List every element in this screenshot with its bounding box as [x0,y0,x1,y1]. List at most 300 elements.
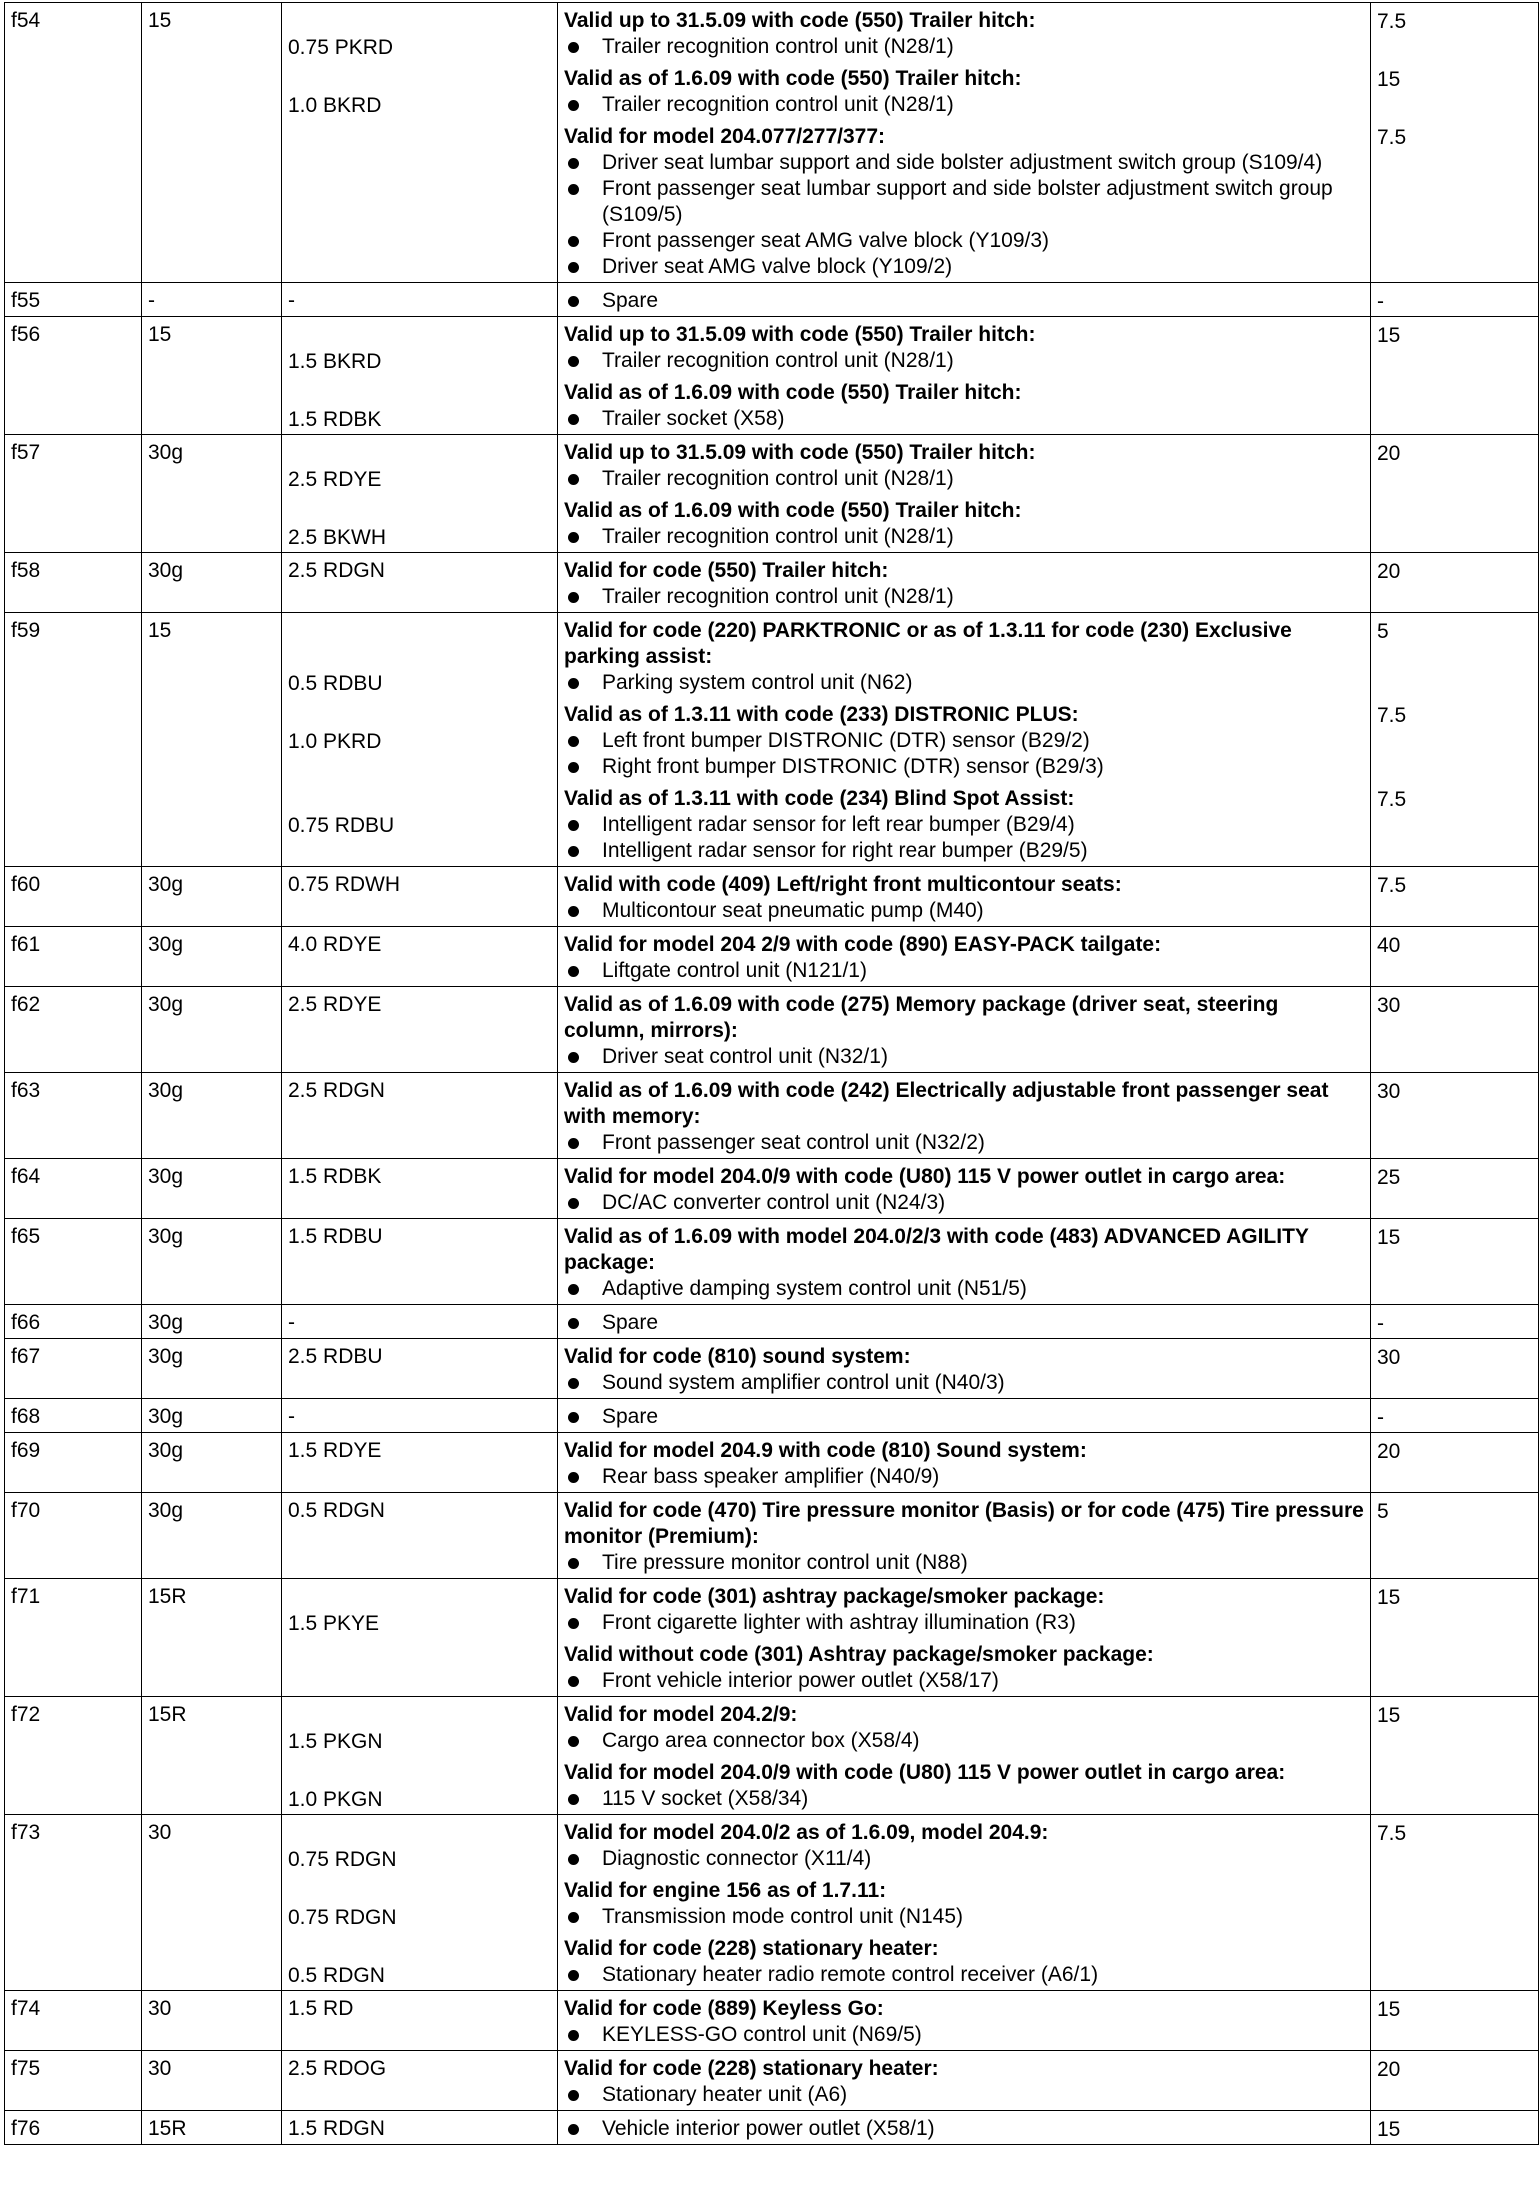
consumer-group [564,288,1364,314]
consumer-group [564,1078,1364,1156]
terminal-cell: 30g [142,1159,282,1219]
fuse-rating-cell: 40 [1371,927,1539,987]
consumer-item-label: Intelligent radar sensor for right rear bumper (B29/5) [602,839,1088,862]
wire-cell: 1.5 PKGN 1.0 PKGN [282,1697,558,1815]
bullet-icon [568,1412,579,1423]
fuse-number-cell: f72 [5,1697,142,1815]
consumer-item [564,34,1364,60]
consumer-item-label: Rear bass speaker amplifier (N40/9) [602,1465,940,1488]
fuse-number-cell: f74 [5,1991,142,2051]
consumer-item-label: Tire pressure monitor control unit (N88) [602,1551,968,1574]
consumer-item-label: Multicontour seat pneumatic pump (M40) [602,899,984,922]
terminal-cell: 30g [142,1073,282,1159]
terminal-cell: 30 [142,1815,282,1991]
fuse-number-cell: f64 [5,1159,142,1219]
consumer-group [564,498,1364,550]
consumer-group [564,1344,1364,1396]
fuse-number-cell: f69 [5,1433,142,1493]
fuse-rating-cell: 7.5 [1371,867,1539,927]
consumer-group [564,786,1364,864]
consumer-item [564,176,1364,228]
validity-condition: Valid for code (470) Tire pressure monitor (Basis) or for code (475) Tire pressure monitor (Premium): [564,1499,1364,1548]
table-row [5,1493,1539,1579]
consumer-group [564,66,1364,118]
bullet-icon [568,356,579,367]
consumer-item-label: Front passenger seat control unit (N32/2) [602,1131,985,1154]
validity-condition: Valid for model 204.0/9 with code (U80) 115 V power outlet in cargo area: [564,1761,1286,1784]
consumer-group [564,872,1364,924]
consumer-group [564,702,1364,780]
consumer-description-cell [558,2111,1371,2145]
wire-cell: 1.5 BKRD 1.5 RDBK [282,317,558,435]
terminal-cell: 15R [142,2111,282,2145]
consumer-item-label: Trailer recognition control unit (N28/1) [602,525,954,548]
consumer-group [564,1584,1364,1636]
consumer-item-label: Front passenger seat AMG valve block (Y109/3) [602,229,1050,252]
bullet-icon [568,1138,579,1149]
fuse-number-cell: f65 [5,1219,142,1305]
bullet-icon [568,414,579,425]
validity-condition: Valid for code (220) PARKTRONIC or as of 1.3.11 for code (230) Exclusive parking assist: [564,619,1292,668]
wire-cell: 1.5 RDYE [282,1433,558,1493]
fuse-rating-cell: - [1371,1305,1539,1339]
consumer-description-cell [558,1493,1371,1579]
validity-condition: Valid as of 1.6.09 with code (550) Trailer hitch: [564,381,1022,404]
consumer-group [564,1498,1364,1576]
consumer-item-label: Trailer recognition control unit (N28/1) [602,585,954,608]
consumer-description-cell [558,1433,1371,1493]
terminal-cell: - [142,283,282,317]
consumer-item [564,2082,1364,2108]
consumer-description-cell [558,1991,1371,2051]
validity-condition: Valid for engine 156 as of 1.7.11: [564,1879,887,1902]
table-row [5,927,1539,987]
consumer-description-cell [558,1339,1371,1399]
consumer-item-label: Diagnostic connector (X11/4) [602,1847,872,1870]
terminal-cell: 30g [142,987,282,1073]
consumer-item-label: Trailer socket (X58) [602,407,785,430]
terminal-cell: 15R [142,1579,282,1697]
validity-condition: Valid up to 31.5.09 with code (550) Trailer hitch: [564,441,1036,464]
table-row [5,1305,1539,1339]
consumer-item-label: Front vehicle interior power outlet (X58/17) [602,1669,999,1692]
wire-cell: 1.5 RDBK [282,1159,558,1219]
consumer-item [564,150,1364,176]
bullet-icon [568,846,579,857]
table-row [5,1339,1539,1399]
terminal-cell: 30g [142,553,282,613]
fuse-number-cell: f54 [5,3,142,283]
bullet-icon [568,1736,579,1747]
wire-cell: 2.5 RDBU [282,1339,558,1399]
wire-cell: 0.75 RDWH [282,867,558,927]
fuse-rating-cell: 15 [1371,1219,1539,1305]
consumer-description-cell [558,553,1371,613]
validity-condition: Valid for code (550) Trailer hitch: [564,559,889,582]
wire-cell: 2.5 RDGN [282,553,558,613]
validity-condition: Valid for model 204.9 with code (810) Sound system: [564,1439,1087,1462]
table-row [5,553,1539,613]
wire-cell: 2.5 RDGN [282,1073,558,1159]
terminal-cell: 30g [142,435,282,553]
fuse-rating-cell: 15 [1371,1579,1539,1697]
consumer-item [564,1130,1364,1156]
consumer-description-cell [558,2051,1371,2111]
consumer-item [564,1728,1364,1754]
consumer-item-label: Cargo area connector box (X58/4) [602,1729,920,1752]
terminal-cell: 15R [142,1697,282,1815]
consumer-group [564,932,1364,984]
validity-condition: Valid up to 31.5.09 with code (550) Trailer hitch: [564,9,1036,32]
consumer-item [564,728,1364,754]
consumer-group [564,1936,1364,1988]
consumer-group [564,1404,1364,1430]
table-row [5,1159,1539,1219]
bullet-icon [568,966,579,977]
consumer-item [564,2116,1364,2142]
terminal-cell: 15 [142,3,282,283]
fuse-number-cell: f76 [5,2111,142,2145]
wire-cell: 2.5 RDOG [282,2051,558,2111]
terminal-cell: 15 [142,317,282,435]
wire-cell: 2.5 RDYE [282,987,558,1073]
terminal-cell: 30g [142,1399,282,1433]
consumer-group [564,2056,1364,2108]
bullet-icon [568,820,579,831]
validity-condition: Valid as of 1.6.09 with code (550) Trailer hitch: [564,67,1022,90]
wire-cell: 4.0 RDYE [282,927,558,987]
bullet-icon [568,1198,579,1209]
consumer-item [564,1464,1364,1490]
fuse-number-cell: f73 [5,1815,142,1991]
fuse-number-cell: f63 [5,1073,142,1159]
consumer-item-label: Driver seat control unit (N32/1) [602,1045,888,1068]
validity-condition: Valid for code (810) sound system: [564,1345,911,1368]
consumer-item-label: Adaptive damping system control unit (N51/5) [602,1277,1027,1300]
wire-cell: - [282,283,558,317]
consumer-item-label: Front cigarette lighter with ashtray illumination (R3) [602,1611,1076,1634]
fuse-rating-cell: - [1371,1399,1539,1433]
bullet-icon [568,1284,579,1295]
bullet-icon [568,1052,579,1063]
fuse-number-cell: f62 [5,987,142,1073]
bullet-icon [568,1378,579,1389]
table-row [5,317,1539,435]
consumer-item-label: Transmission mode control unit (N145) [602,1905,964,1928]
consumer-item [564,812,1364,838]
consumer-item-label: Front passenger seat lumbar support and side bolster adjustment switch group (S109/5) [602,177,1333,226]
wire-cell: - [282,1305,558,1339]
table-row [5,1399,1539,1433]
terminal-cell: 30g [142,867,282,927]
terminal-cell: 30g [142,1305,282,1339]
fuse-rating-cell: 5 [1371,1493,1539,1579]
table-row [5,3,1539,283]
consumer-group [564,8,1364,60]
bullet-icon [568,1676,579,1687]
consumer-item [564,2022,1364,2048]
consumer-item [564,1962,1364,1988]
consumer-item [564,1276,1364,1302]
fuse-rating-cell: 5 7.5 7.5 [1371,613,1539,867]
fuse-number-cell: f55 [5,283,142,317]
consumer-item-label: Trailer recognition control unit (N28/1) [602,349,954,372]
fuse-rating-cell: 30 [1371,1073,1539,1159]
consumer-item-label: Parking system control unit (N62) [602,671,913,694]
consumer-item-label: Vehicle interior power outlet (X58/1) [602,2117,935,2140]
fuse-rating-cell: 30 [1371,987,1539,1073]
consumer-description-cell [558,283,1371,317]
fuse-number-cell: f61 [5,927,142,987]
wire-cell: 1.5 RDBU [282,1219,558,1305]
fuse-number-cell: f58 [5,553,142,613]
wire-cell: 0.75 PKRD 1.0 BKRD [282,3,558,283]
consumer-group [564,2116,1364,2142]
consumer-group [564,1702,1364,1754]
validity-condition: Valid as of 1.6.09 with code (550) Trailer hitch: [564,499,1022,522]
wire-cell: 1.5 RD [282,1991,558,2051]
fuse-number-cell: f59 [5,613,142,867]
table-row [5,283,1539,317]
bullet-icon [568,532,579,543]
consumer-group [564,380,1364,432]
bullet-icon [568,262,579,273]
wire-cell: 1.5 RDGN [282,2111,558,2145]
fuse-number-cell: f68 [5,1399,142,1433]
table-row [5,1433,1539,1493]
fuse-rating-cell: 15 [1371,317,1539,435]
validity-condition: Valid as of 1.3.11 with code (234) Blind Spot Assist: [564,787,1075,810]
consumer-description-cell [558,3,1371,283]
wire-cell: 1.5 PKYE [282,1579,558,1697]
bullet-icon [568,474,579,485]
consumer-group [564,1878,1364,1930]
consumer-group [564,558,1364,610]
consumer-item-label: Trailer recognition control unit (N28/1) [602,93,954,116]
consumer-item [564,754,1364,780]
consumer-item [564,1610,1364,1636]
consumer-item [564,1846,1364,1872]
validity-condition: Valid as of 1.6.09 with model 204.0/2/3 with code (483) ADVANCED AGILITY package: [564,1225,1309,1274]
consumer-item [564,288,1364,314]
consumer-description-cell [558,987,1371,1073]
fuse-rating-cell: 15 [1371,2111,1539,2145]
validity-condition: Valid for code (228) stationary heater: [564,2057,939,2080]
consumer-item [564,1904,1364,1930]
consumer-item [564,898,1364,924]
terminal-cell: 30 [142,2051,282,2111]
table-row [5,1991,1539,2051]
fuse-rating-cell: 15 [1371,1991,1539,2051]
consumer-group [564,1996,1364,2048]
bullet-icon [568,158,579,169]
consumer-group [564,618,1364,696]
validity-condition: Valid up to 31.5.09 with code (550) Trailer hitch: [564,323,1036,346]
bullet-icon [568,2030,579,2041]
wire-cell: 0.5 RDGN [282,1493,558,1579]
terminal-cell: 30g [142,1433,282,1493]
table-row [5,2111,1539,2145]
wire-cell: 0.5 RDBU 1.0 PKRD 0.75 RDBU [282,613,558,867]
validity-condition: Valid with code (409) Left/right front multicontour seats: [564,873,1122,896]
validity-condition: Valid without code (301) Ashtray package/smoker package: [564,1643,1154,1666]
consumer-group [564,1224,1364,1302]
consumer-item [564,466,1364,492]
bullet-icon [568,1912,579,1923]
consumer-group [564,1438,1364,1490]
table-row [5,987,1539,1073]
fuse-number-cell: f67 [5,1339,142,1399]
consumer-description-cell [558,435,1371,553]
table-row [5,1815,1539,1991]
terminal-cell: 30g [142,927,282,987]
bullet-icon [568,1558,579,1569]
bullet-icon [568,236,579,247]
consumer-description-cell [558,1305,1371,1339]
consumer-item [564,92,1364,118]
consumer-group [564,440,1364,492]
consumer-item [564,254,1364,280]
bullet-icon [568,100,579,111]
bullet-icon [568,906,579,917]
table-row [5,867,1539,927]
consumer-item-label: Driver seat lumbar support and side bolster adjustment switch group (S109/4) [602,151,1323,174]
bullet-icon [568,2090,579,2101]
consumer-item [564,1550,1364,1576]
bullet-icon [568,1318,579,1329]
bullet-icon [568,1854,579,1865]
consumer-item-label: KEYLESS-GO control unit (N69/5) [602,2023,922,2046]
fuse-rating-cell: 7.5 [1371,1815,1539,1991]
validity-condition: Valid for model 204.077/277/377: [564,125,886,148]
consumer-item [564,1668,1364,1694]
consumer-description-cell [558,1697,1371,1815]
validity-condition: Valid for code (301) ashtray package/smoker package: [564,1585,1105,1608]
consumer-item-label: Liftgate control unit (N121/1) [602,959,867,982]
consumer-description-cell [558,613,1371,867]
consumer-item [564,524,1364,550]
table-row [5,1219,1539,1305]
bullet-icon [568,592,579,603]
bullet-icon [568,42,579,53]
consumer-group [564,322,1364,374]
consumer-item-label: Stationary heater radio remote control receiver (A6/1) [602,1963,1099,1986]
table-row [5,435,1539,553]
consumer-description-cell [558,1815,1371,1991]
fuse-rating-cell: 20 [1371,1433,1539,1493]
consumer-item [564,228,1364,254]
consumer-description-cell [558,1399,1371,1433]
table-row [5,1073,1539,1159]
table-row [5,1697,1539,1815]
consumer-item [564,838,1364,864]
validity-condition: Valid for code (228) stationary heater: [564,1937,939,1960]
consumer-item [564,670,1364,696]
fuse-table-body [5,3,1539,2145]
fuse-rating-cell: 25 [1371,1159,1539,1219]
consumer-item [564,1370,1364,1396]
consumer-item [564,406,1364,432]
terminal-cell: 30g [142,1219,282,1305]
validity-condition: Valid for model 204.2/9: [564,1703,798,1726]
fuse-number-cell: f75 [5,2051,142,2111]
consumer-description-cell [558,317,1371,435]
fuse-rating-cell: 30 [1371,1339,1539,1399]
consumer-item-label: Driver seat AMG valve block (Y109/2) [602,255,953,278]
validity-condition: Valid for model 204.0/9 with code (U80) 115 V power outlet in cargo area: [564,1165,1286,1188]
terminal-cell: 15 [142,613,282,867]
consumer-description-cell [558,1579,1371,1697]
fuse-rating-cell: 15 [1371,1697,1539,1815]
bullet-icon [568,1970,579,1981]
consumer-item [564,1786,1364,1812]
consumer-item [564,958,1364,984]
bullet-icon [568,2124,579,2135]
consumer-group [564,1164,1364,1216]
fuse-rating-cell: 20 [1371,435,1539,553]
table-row [5,613,1539,867]
bullet-icon [568,762,579,773]
consumer-item-label: 115 V socket (X58/34) [602,1787,809,1810]
bullet-icon [568,296,579,307]
consumer-item [564,1404,1364,1430]
consumer-item-label: Sound system amplifier control unit (N40/3) [602,1371,1005,1394]
consumer-item [564,1044,1364,1070]
fuse-number-cell: f66 [5,1305,142,1339]
bullet-icon [568,1794,579,1805]
wire-cell: - [282,1399,558,1433]
fuse-number-cell: f56 [5,317,142,435]
validity-condition: Valid as of 1.6.09 with code (242) Electrically adjustable front passenger seat with memory: [564,1079,1329,1128]
fuse-number-cell: f70 [5,1493,142,1579]
consumer-group [564,124,1364,280]
fuse-number-cell: f57 [5,435,142,553]
consumer-item [564,584,1364,610]
table-row [5,1579,1539,1697]
consumer-description-cell [558,1159,1371,1219]
consumer-item-label: Left front bumper DISTRONIC (DTR) sensor (B29/2) [602,729,1090,752]
bullet-icon [568,678,579,689]
consumer-item-label: Trailer recognition control unit (N28/1) [602,35,954,58]
bullet-icon [568,1618,579,1629]
consumer-group [564,1820,1364,1872]
consumer-group [564,992,1364,1070]
table-row [5,2051,1539,2111]
fuse-rating-cell: 20 [1371,553,1539,613]
consumer-group [564,1310,1364,1336]
consumer-item-label: Right front bumper DISTRONIC (DTR) sensor (B29/3) [602,755,1104,778]
bullet-icon [568,1472,579,1483]
fuse-number-cell: f71 [5,1579,142,1697]
consumer-item-label: DC/AC converter control unit (N24/3) [602,1191,946,1214]
wire-cell: 0.75 RDGN 0.75 RDGN 0.5 RDGN [282,1815,558,1991]
consumer-item [564,348,1364,374]
consumer-item-label: Spare [602,289,659,312]
fuse-rating-cell: 20 [1371,2051,1539,2111]
consumer-description-cell [558,867,1371,927]
consumer-item-label: Intelligent radar sensor for left rear bumper (B29/4) [602,813,1075,836]
fuse-rating-cell: - [1371,283,1539,317]
terminal-cell: 30g [142,1493,282,1579]
consumer-item-label: Spare [602,1405,659,1428]
fuse-number-cell: f60 [5,867,142,927]
bullet-icon [568,736,579,747]
validity-condition: Valid for code (889) Keyless Go: [564,1997,884,2020]
validity-condition: Valid as of 1.6.09 with code (275) Memory package (driver seat, steering column, mirrors): [564,993,1279,1042]
consumer-description-cell [558,1219,1371,1305]
consumer-item [564,1190,1364,1216]
validity-condition: Valid as of 1.3.11 with code (233) DISTRONIC PLUS: [564,703,1079,726]
